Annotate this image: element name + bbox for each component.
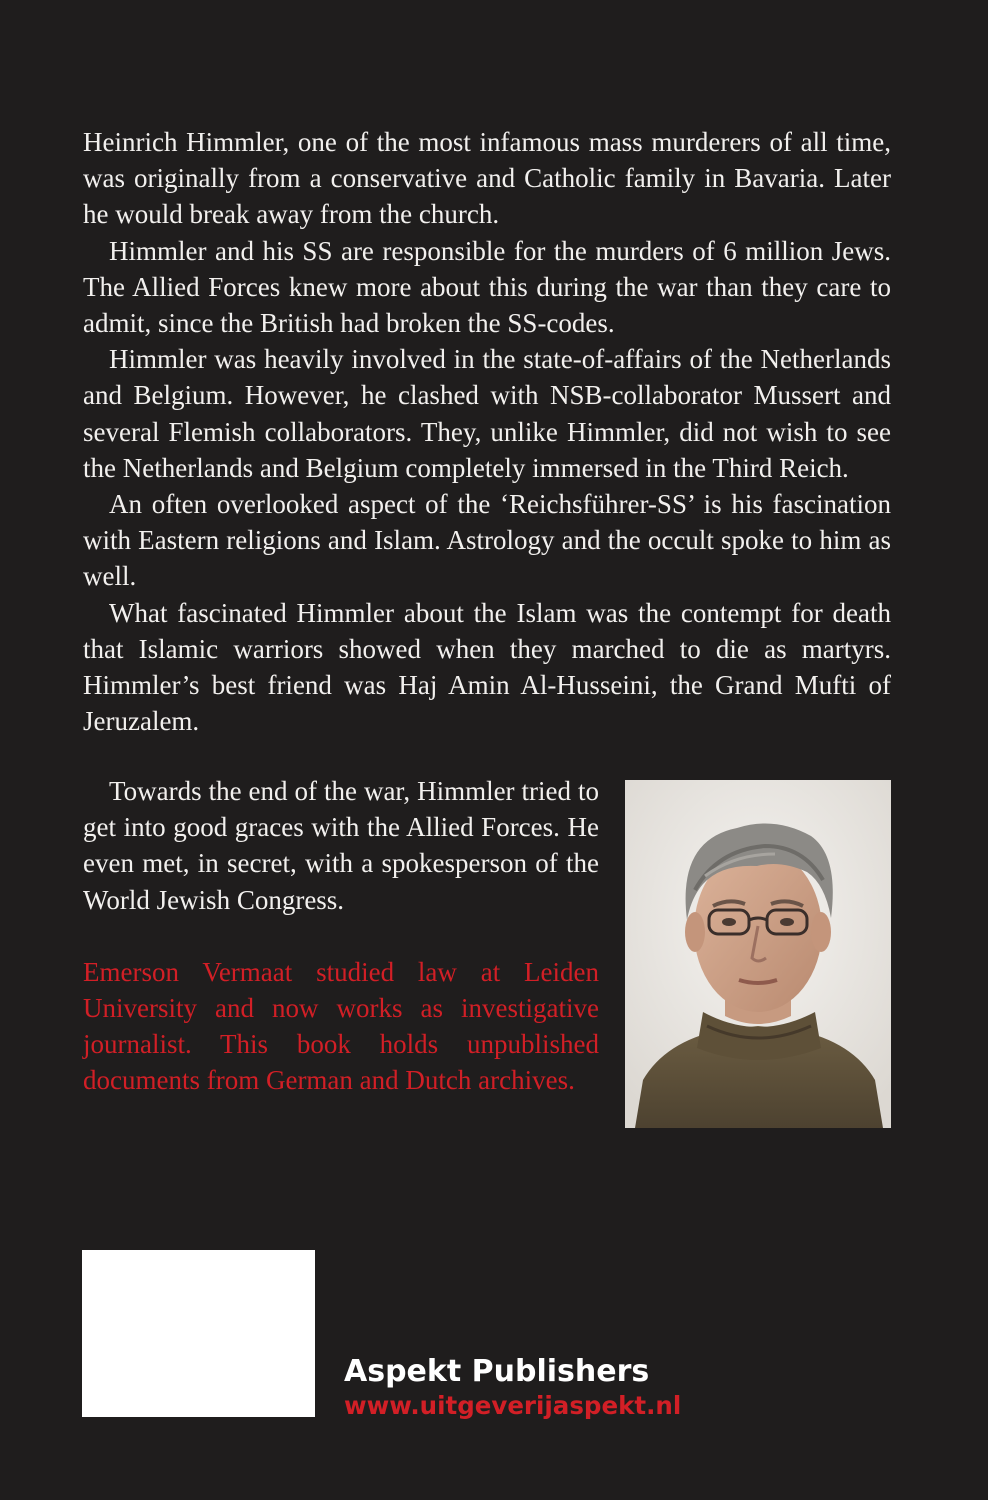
blurb-paragraph: What fascinated Himmler about the Islam was the contempt for death that Islamic warriors showed when they marched to die as martyrs. Himmler’s best friend was Haj Amin Al-Husseini, the Grand Mufti of Jeruzalem. [83, 597, 891, 737]
blurb-paragraph: Himmler and his SS are responsible for the murders of 6 million Jews. The Allied Forces knew more about this during the war than they care to admit, since the British had broken the SS-codes. [83, 235, 891, 339]
author-photo [625, 780, 891, 1128]
narrow-text-column [83, 773, 599, 1099]
blurb-text [83, 124, 891, 739]
blurb-paragraph: Heinrich Himmler, one of the most infamous mass murderers of all time, was originally from a conservative and Catholic family in Bavaria. Later he would break away from the church. [83, 127, 891, 230]
blurb-paragraph: Towards the end of the war, Himmler tried to get into good graces with the Allied Forces. He even met, in secret, with a spokesperson of the World Jewish Congress. [83, 776, 599, 915]
blurb-paragraph: Himmler was heavily involved in the state-of-affairs of the Netherlands and Belgium. However, he clashed with NSB-collaborator Mussert and several Flemish collaborators. They, unlike Himmler, did not wish to see the Netherlands and Belgium completely immersed in the Third Reich. [83, 344, 891, 483]
barcode-placeholder [82, 1250, 315, 1417]
author-portrait-illustration [625, 780, 891, 1128]
publisher-name: Aspekt Publishers [344, 1354, 650, 1389]
publisher-url[interactable]: www.uitgeverijaspekt.nl [344, 1391, 682, 1420]
author-bio: Emerson Vermaat studied law at Leiden University and now works as investigative journalist. This book holds unpublished documents from German and Dutch archives. [83, 956, 599, 1096]
blurb-paragraph: An often overlooked aspect of the ‘Reichsführer-SS’ is his fascination with Eastern religions and Islam. Astrology and the occult spoke to him as well. [83, 489, 891, 592]
